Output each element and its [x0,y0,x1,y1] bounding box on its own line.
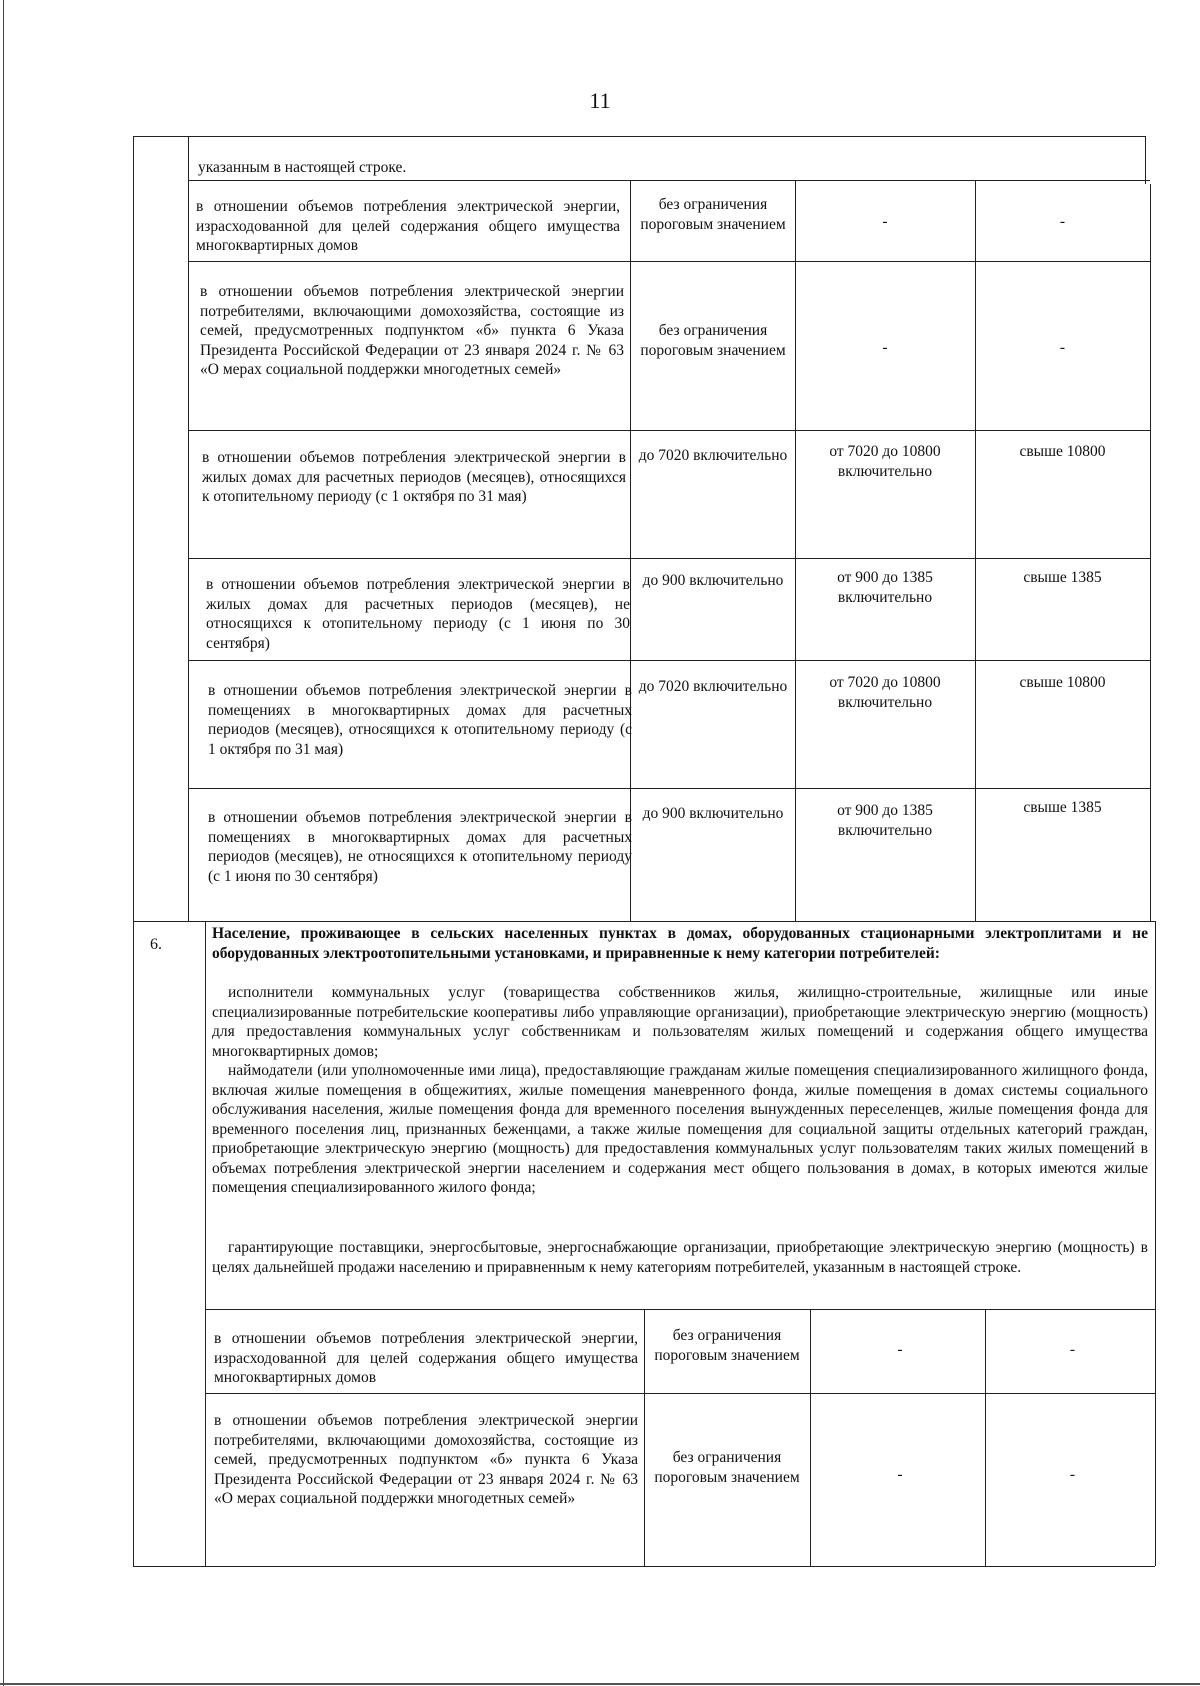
num-col-divider-lower [205,921,206,1566]
paragraph: наймодатели (или уполномоченные ими лица), предоставляющие гражданам жилые помещения специализированного жилищного фонда, включая жилые помещения в общежитиях, жилые помещения маневренного фонда, жилые помещения в домах системы социального обслуживания населения, жилые помещения фонда для временного поселения вынужденных переселенцев, жилые помещения фонда для временного поселения лиц, признанных беженцами, а также жилые помещения для социальной защиты отдельных категорий граждан, приобретающие электрическую энергию (мощность) для предоставления коммунальных услуг пользователям таких жилых помещений в объемах потребления электрической энергии населением и содержания мест общего пользования в домах, в которых имеются жилые помещения специализированного жилого фонда; [212,1062,1148,1196]
threshold-3: свыше 1385 [1023,799,1102,816]
col-divider-2-lower [810,1309,811,1566]
threshold-1: до 7020 включительно [638,678,788,695]
col-divider-1-lower [644,1309,645,1566]
table-top-border [133,136,1145,137]
row-description: в отношении объемов потребления электрической энергии потребителями, включающими домохозяйства, состоящие из семей, предусмотренных подпунктом «б» пункта 6 Указа Президента Российской Федерации от 23 января 2024 г. № 63 «О мерах социальной поддержки многодетных семей» [214,1412,638,1507]
threshold-1: до 7020 включительно [638,447,788,464]
col-divider-3-lower [985,1309,986,1566]
paragraph: исполнители коммунальных услуг (товарищества собственников жилья, жилищно-строительные, жилищные или иные специализированные потребительские кооперативы либо управляющие организации), приобретающие электрическую энергию (мощность) для предоставления коммунальных услуг собственникам и пользователям жилых помещений и содержания общего имущества многоквартирных домов; [212,984,1148,1060]
continuation-text: указанным в настоящей строке. [198,159,407,176]
page-edge-bottom [0,1683,1200,1685]
table-right-border-low [1155,921,1156,1566]
row-line [205,1393,1155,1394]
threshold-2: - [882,339,888,356]
row-line [188,430,1150,431]
threshold-2: - [897,1341,903,1358]
row-description: в отношении объемов потребления электрической энергии в жилых домах для расчетных периодов (месяцев), относящихся к отопительному периоду (с 1 октября по 31 мая) [202,449,626,505]
table-bottom-border [133,1566,1155,1567]
threshold-1: до 900 включительно [642,572,784,589]
threshold-1: до 900 включительно [642,805,784,822]
threshold-2: от 7020 до 10800 включительно [829,674,941,711]
col-divider-2 [795,180,796,921]
row-line [188,660,1150,661]
table-left-border [133,136,134,1566]
threshold-2: от 7020 до 10800 включительно [829,443,941,480]
num-col-divider-upper [188,136,189,921]
threshold-2: - [897,1466,903,1483]
threshold-1: без ограничения пороговым значением [654,1449,800,1486]
paragraph: гарантирующие поставщики, энергосбытовые, энергоснабжающие организации, приобретающие электрическую энергию (мощность) в целях дальнейшей продажи населению и приравненным к нему категориям потребителей, указанным в настоящей строке. [212,1239,1148,1276]
threshold-3: свыше 1385 [1023,569,1102,586]
threshold-2: от 900 до 1385 включительно [837,569,933,606]
row-line [188,558,1150,559]
row-description: в отношении объемов потребления электрической энергии в жилых домах для расчетных периодов (месяцев), не относящихся к отопительному периоду (с 1 июня по 30 сентября) [206,576,630,652]
threshold-3: - [1059,213,1066,230]
threshold-3: свыше 10800 [1019,674,1106,691]
threshold-1: без ограничения пороговым значением [640,196,786,233]
row-number: 6. [150,936,162,953]
threshold-1: без ограничения пороговым значением [640,322,786,359]
threshold-1: без ограничения пороговым значением [654,1327,800,1364]
table-right-border-top [1145,136,1146,184]
section-divider [133,921,1155,922]
row-line [188,788,1150,789]
threshold-2: от 900 до 1385 включительно [837,802,933,839]
col-divider-3 [975,180,976,921]
page-edge [3,0,4,1686]
row-line [188,180,1150,181]
threshold-2: - [882,213,888,230]
row-line [205,1309,1155,1310]
row-description: в отношении объемов потребления электрической энергии в помещениях в многоквартирных домах для расчетных периодов (месяцев), относящихся к отопительному периоду (с 1 октября по 31 мая) [208,682,632,758]
row-line [188,261,1150,262]
row-description: в отношении объемов потребления электрической энергии в помещениях в многоквартирных домах для расчетных периодов (месяцев), не относящихся к отопительному периоду (с 1 июня по 30 сентября) [208,809,632,885]
section-heading: Население, проживающее в сельских населенных пунктах в домах, оборудованных стационарными электроплитами и не оборудованных электроотопительными установками, и приравненные к нему категории потребителей: [212,925,1148,962]
row-description: в отношении объемов потребления электрической энергии, израсходованной для целей содержания общего имущества многоквартирных домов [196,198,620,254]
row-description: в отношении объемов потребления электрической энергии потребителями, включающими домохозяйства, состоящие из семей, предусмотренных подпунктом «б» пункта 6 Указа Президента Российской Федерации от 23 января 2024 г. № 63 «О мерах социальной поддержки многодетных семей» [200,283,624,378]
table-right-border-mid [1150,184,1151,921]
page-number: 11 [589,88,611,113]
threshold-3: свыше 10800 [1019,443,1106,460]
threshold-3: - [1059,339,1066,356]
row-description: в отношении объемов потребления электрической энергии, израсходованной для целей содержания общего имущества многоквартирных домов [214,1330,638,1386]
threshold-3: - [1069,1466,1076,1483]
threshold-3: - [1069,1341,1076,1358]
